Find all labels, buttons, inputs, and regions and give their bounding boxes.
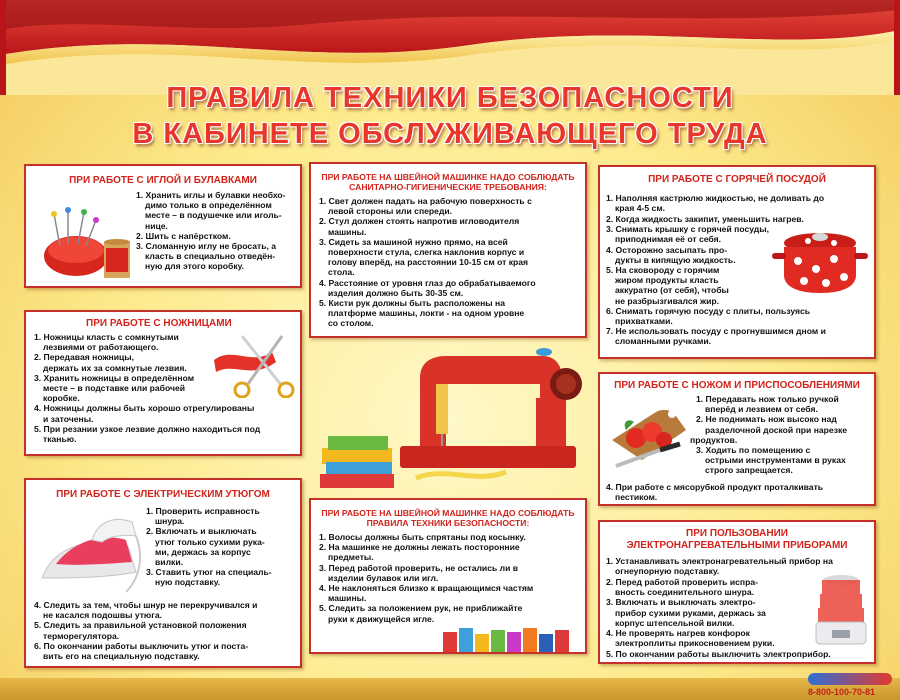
list-item: 1. Хранить иглы и булавки необхо- bbox=[136, 190, 286, 200]
list-item: месте – в подставке или рабочей bbox=[43, 383, 186, 394]
list-item: ми, держась за корпус bbox=[155, 546, 251, 557]
panel-scissors-list bbox=[34, 332, 302, 444]
list-item: месте – в подушечке или иголь- bbox=[145, 210, 282, 221]
list-item: голову вперёд, на расстоянии 10-15 см от края bbox=[328, 257, 529, 268]
pincushion-icon bbox=[38, 206, 136, 286]
list-item: дукты в кипящую жидкость. bbox=[615, 254, 736, 265]
panel-machine-hygiene-title-1: ПРИ РАБОТЕ НА ШВЕЙНОЙ МАШИНКЕ НАДО СОБЛЮДАТЬ bbox=[321, 172, 575, 182]
list-item: 4. Ножницы должны быть хорошо отрегулированы bbox=[34, 403, 255, 414]
list-item: 5. Следить за правильной установкой положения bbox=[34, 620, 247, 631]
panel-appliances bbox=[598, 520, 876, 664]
list-item: 6. Снимать горячую посуду с плиты, пользуясь bbox=[606, 305, 811, 316]
electric-iron-icon bbox=[36, 506, 146, 598]
list-item: приподнимая её от себя. bbox=[615, 234, 722, 245]
list-item: жиром продукты класть bbox=[615, 275, 719, 286]
panel-machine-safety-title-1: ПРИ РАБОТЕ НА ШВЕЙНОЙ МАШИНКЕ НАДО СОБЛЮДАТЬ bbox=[321, 508, 575, 518]
panel-appliances-title-1: ПРИ ПОЛЬЗОВАНИИ bbox=[686, 528, 788, 539]
list-item: терморегулятора. bbox=[43, 630, 120, 641]
list-item: изделии булавок или игл. bbox=[328, 572, 439, 583]
list-item: продуктов. bbox=[690, 434, 738, 445]
list-item: машины. bbox=[328, 226, 367, 237]
footer-phone: 8-800-100-70-81 bbox=[808, 687, 876, 697]
panel-knife-list-bottom bbox=[606, 482, 874, 502]
panel-needles-list bbox=[136, 190, 298, 272]
panel-machine-safety-list bbox=[319, 532, 585, 624]
sewing-machine-illustration bbox=[316, 338, 586, 496]
list-item: 1. Наполняя кастрюлю жидкостью, не доливать до bbox=[606, 193, 825, 203]
list-item: 4. Расстояние от уровня глаз до обрабатываемого bbox=[319, 277, 536, 288]
list-item: 3. Сидеть за машиной нужно прямо, на всей bbox=[319, 236, 508, 247]
panel-machine-hygiene bbox=[309, 162, 587, 338]
panel-appliances-list bbox=[606, 577, 802, 648]
list-item: предметы. bbox=[328, 552, 374, 563]
list-item: 1. Волосы должны быть спрятаны под косынку. bbox=[319, 532, 526, 542]
list-item: вность соединительного шнура. bbox=[615, 587, 754, 598]
page-title-line-1: ПРАВИЛА ТЕХНИКИ БЕЗОПАСНОСТИ bbox=[166, 82, 734, 114]
panel-hot-dishes-title: ПРИ РАБОТЕ С ГОРЯЧЕЙ ПОСУДОЙ bbox=[648, 174, 826, 185]
list-item: 3. Сломанную иглу не бросать, а bbox=[136, 241, 277, 252]
list-item: коробке. bbox=[43, 393, 80, 404]
list-item: димо только в определённом bbox=[145, 200, 272, 211]
list-item: 6. По окончании работы выключить утюг и поста- bbox=[34, 640, 249, 651]
panel-iron-list-top bbox=[146, 506, 300, 588]
list-item: машины. bbox=[328, 593, 367, 604]
list-item: 2. Стул должен стоять напротив игловодителя bbox=[319, 216, 520, 227]
list-item: 5. При резании узкое лезвие должно находиться под bbox=[34, 423, 261, 434]
panel-hot-dishes-list-top bbox=[606, 193, 874, 213]
list-item: 4. При работе с мясорубкой продукт проталкивать bbox=[606, 482, 824, 492]
list-item: вперёд и лезвием от себя. bbox=[705, 404, 818, 415]
list-item: 1. Свет должен падать на рабочую поверхность с bbox=[319, 196, 532, 206]
panel-knife-list-top bbox=[690, 394, 874, 476]
sewing-supplies-icon bbox=[439, 618, 579, 654]
panel-machine-safety bbox=[309, 498, 587, 654]
list-item: шнура. bbox=[155, 516, 185, 527]
brand-logo-icon bbox=[808, 673, 892, 685]
list-item: аккуратно (от себя), чтобы bbox=[615, 285, 729, 296]
list-item: края 4-5 см. bbox=[615, 203, 666, 214]
list-item: 3. Включать и выключать электро- bbox=[606, 597, 756, 608]
list-item: и заточены. bbox=[43, 413, 94, 424]
list-item: 3. Ставить утюг на специаль- bbox=[146, 567, 272, 578]
list-item: 2. Шить с напёрстком. bbox=[136, 230, 231, 241]
panel-knife bbox=[598, 372, 876, 506]
list-item: 4. Не проверять нагрев конфорок bbox=[606, 628, 750, 639]
panel-machine-hygiene-title-2: САНИТАРНО-ГИГИЕНИЧЕСКИЕ ТРЕБОВАНИЯ: bbox=[349, 182, 547, 192]
list-item: 2. Не поднимать нож высоко над bbox=[696, 414, 837, 425]
list-item: 3. Хранить ножницы в определённом bbox=[34, 372, 195, 383]
panel-knife-title: ПРИ РАБОТЕ С НОЖОМ И ПРИСПОСОБЛЕНИЯМИ bbox=[614, 380, 860, 391]
list-item: строго запрещается. bbox=[705, 465, 793, 476]
list-item: электроплиты прикосновением руки. bbox=[615, 638, 775, 649]
list-item: ную подставку. bbox=[155, 577, 221, 588]
footer-strip bbox=[0, 678, 900, 700]
list-item: не разбрызгивался жир. bbox=[615, 295, 720, 306]
top-ribbon-banner bbox=[0, 0, 900, 95]
list-item: 5. На сковороду с горячим bbox=[606, 265, 720, 276]
list-item: разделочной доской при нарезке bbox=[705, 424, 848, 435]
list-item: 1. Проверить исправность bbox=[146, 506, 260, 516]
list-item: левой стороны или спереди. bbox=[328, 206, 453, 217]
steamer-appliance-icon bbox=[810, 574, 872, 648]
list-item: поверхности стула, слегка наклонив корпус и bbox=[328, 247, 525, 258]
list-item: 2. На машинке не должны лежать посторонние bbox=[319, 542, 520, 553]
cutting-board-icon bbox=[606, 396, 696, 476]
list-item: лезвиями от работающего. bbox=[43, 342, 159, 353]
list-item: острыми инструментами в руках bbox=[705, 455, 846, 466]
panel-needles-title: ПРИ РАБОТЕ С ИГЛОЙ И БУЛАВКАМИ bbox=[69, 175, 257, 186]
list-item: 2. Включать и выключать bbox=[146, 526, 257, 537]
list-item: 1. Ножницы класть с сомкнутыми bbox=[34, 332, 179, 342]
list-item: класть в специально отведён- bbox=[145, 251, 276, 262]
list-item: пестиком. bbox=[615, 492, 658, 503]
list-item: прибор сухими руками, держась за bbox=[615, 607, 766, 618]
cooking-pot-icon bbox=[768, 221, 872, 297]
panel-machine-safety-title-2: ПРАВИЛА ТЕХНИКИ БЕЗОПАСНОСТИ: bbox=[366, 518, 530, 528]
panel-iron-list-bottom bbox=[34, 600, 302, 661]
list-item: нице. bbox=[145, 220, 168, 231]
panel-scissors-title: ПРИ РАБОТЕ С НОЖНИЦАМИ bbox=[86, 318, 232, 329]
list-item: стола. bbox=[328, 267, 355, 278]
list-item: 5. По окончании работы выключить электроприбор. bbox=[606, 649, 831, 659]
list-item: вить его на специальную подставку. bbox=[43, 651, 200, 662]
list-item: огнеупорную подставку. bbox=[615, 566, 720, 577]
list-item: 4. Следить за тем, чтобы шнур не перекручивался и bbox=[34, 600, 258, 610]
list-item: 4. Осторожно засыпать про- bbox=[606, 244, 728, 255]
list-item: 1. Передавать нож только ручкой bbox=[696, 394, 839, 404]
list-item: 3. Снимать крышку с горячей посуды, bbox=[606, 224, 769, 235]
list-item: 5. Кисти рук должны быть расположены на bbox=[319, 298, 505, 309]
panel-hot-dishes bbox=[598, 165, 876, 359]
panel-iron-title: ПРИ РАБОТЕ С ЭЛЕКТРИЧЕСКИМ УТЮГОМ bbox=[56, 489, 270, 500]
list-item: руки к движущейся игле. bbox=[328, 613, 435, 624]
panel-iron bbox=[24, 478, 302, 668]
list-item: 3. Ходить по помещению с bbox=[696, 445, 811, 456]
panel-machine-hygiene-list bbox=[319, 196, 585, 329]
list-item: утюг только сухими рука- bbox=[155, 536, 265, 547]
panel-scissors bbox=[24, 310, 302, 456]
list-item: держать их за сомкнутые лезвия. bbox=[43, 362, 187, 373]
list-item: со столом. bbox=[328, 318, 374, 329]
list-item: 7. Не использовать посуду с прогнувшимся дном и bbox=[606, 326, 826, 337]
list-item: изделия должно быть 30-35 см. bbox=[328, 287, 464, 298]
list-item: не касался подошвы утюга. bbox=[43, 610, 163, 621]
list-item: платформе машины, локти - на одном уровне bbox=[328, 308, 525, 319]
panel-appliances-title-2: ЭЛЕКТРОНАГРЕВАТЕЛЬНЫМИ ПРИБОРАМИ bbox=[626, 540, 848, 551]
list-item: 5. Следить за положением рук, не приближайте bbox=[319, 603, 523, 614]
list-item: ную для этого коробку. bbox=[145, 261, 245, 272]
list-item: вилки. bbox=[155, 557, 183, 568]
list-item: 4. Не наклоняться близко к вращающимся частям bbox=[319, 583, 534, 594]
list-item: 2. Передавая ножницы, bbox=[34, 352, 135, 363]
list-item: 2. Когда жидкость закипит, уменьшить нагрев. bbox=[606, 214, 804, 224]
panel-needles bbox=[24, 164, 302, 288]
page-title-line-2: В КАБИНЕТЕ ОБСЛУЖИВАЮЩЕГО ТРУДА bbox=[132, 118, 768, 150]
list-item: прихватками. bbox=[615, 316, 673, 327]
list-item: тканью. bbox=[43, 434, 77, 445]
panel-appliances-list-bottom bbox=[606, 649, 874, 659]
list-item: корпус штепсельной вилки. bbox=[615, 617, 735, 628]
list-item: 2. Перед работой проверить испра- bbox=[606, 577, 758, 587]
list-item: 1. Устанавливать электронагревательный прибор на bbox=[606, 556, 833, 566]
list-item: сломанными ручками. bbox=[615, 336, 712, 347]
list-item: 3. Перед работой проверить, не остались ли в bbox=[319, 562, 519, 573]
